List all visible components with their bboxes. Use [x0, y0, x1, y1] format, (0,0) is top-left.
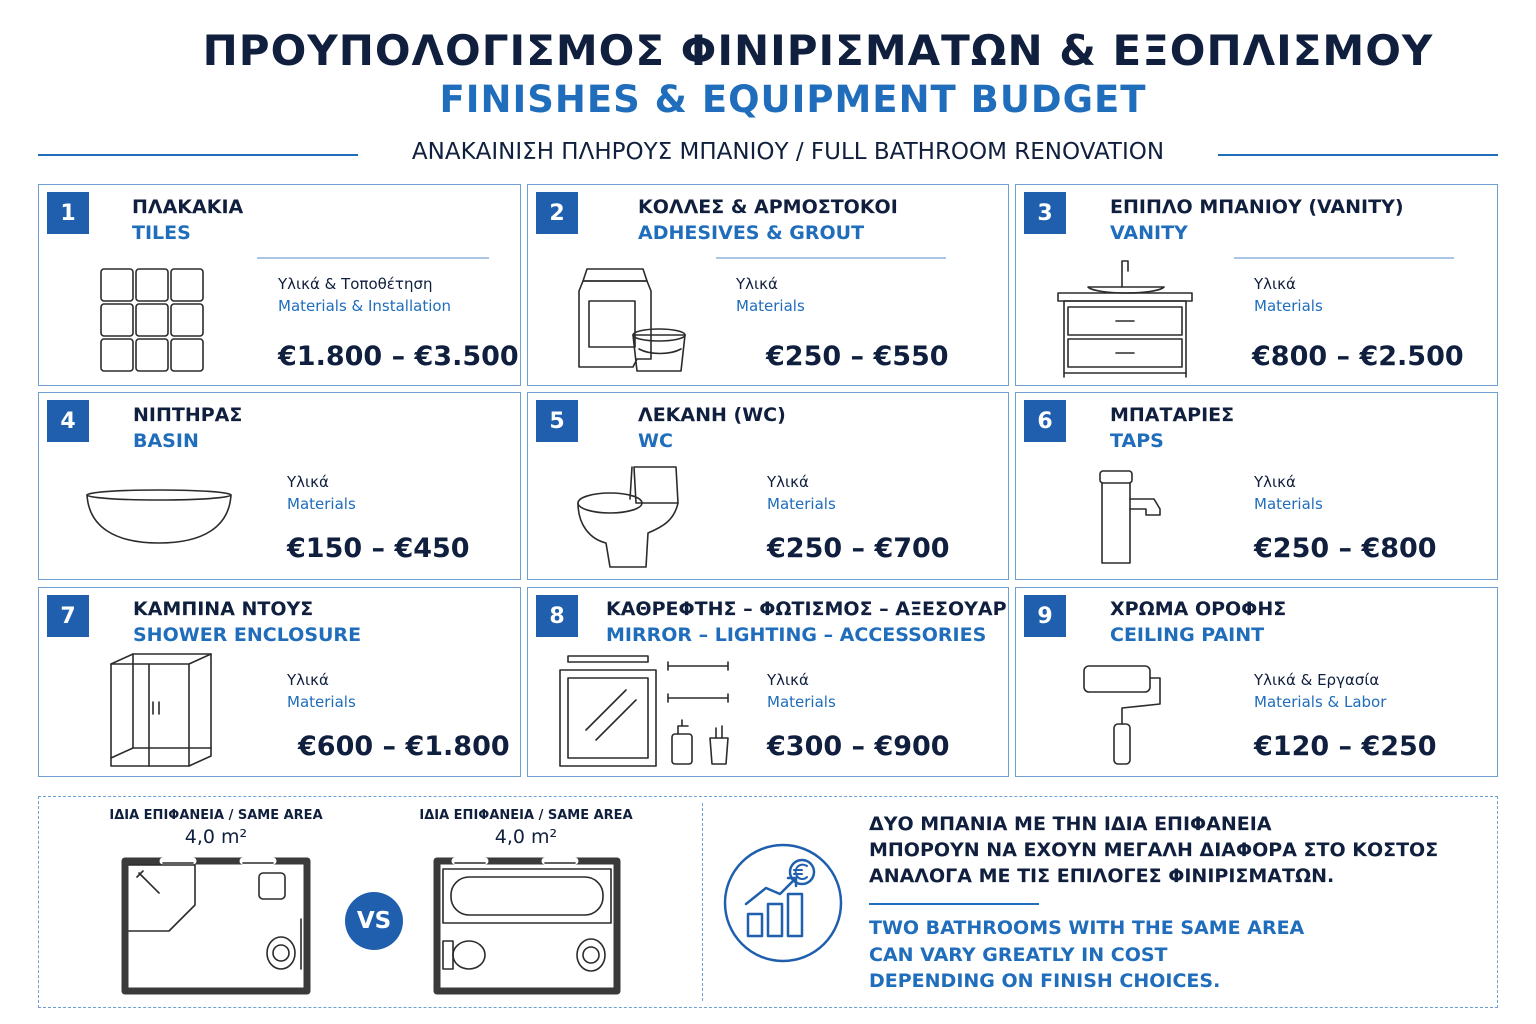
item-number: 4 — [47, 400, 89, 442]
item-name-greek: ΛΕΚΑΝΗ (WC) — [638, 404, 786, 426]
item-name-greek: ΚΑΜΠΙΝΑ ΝΤΟΥΣ — [133, 598, 314, 620]
item-label-english: Materials — [1254, 297, 1323, 315]
item-label-greek: Υλικά — [1254, 473, 1296, 491]
item-card-vanity — [1015, 184, 1498, 386]
item-label-greek: Υλικά — [736, 275, 778, 293]
item-name-greek: ΝΙΠΤΗΡΑΣ — [133, 404, 243, 426]
item-number: 9 — [1024, 595, 1066, 637]
tiles-icon — [99, 267, 207, 375]
item-name-english: TAPS — [1110, 430, 1164, 452]
item-name-english: TILES — [132, 222, 191, 244]
item-name-english: BASIN — [133, 430, 199, 452]
area-value-right: 4,0 m² — [494, 826, 558, 848]
item-name-greek: ΠΛΑΚΑΚΙΑ — [132, 196, 244, 218]
paint-roller-icon — [1082, 664, 1166, 768]
item-name-english: WC — [638, 430, 673, 452]
page-title-greek: ΠΡΟΥΠΟΛΟΓΙΣΜΟΣ ΦΙΝΙΡΙΣΜΑΤΩΝ & ΕΞΟΠΛΙΣΜΟΥ — [202, 26, 1434, 75]
item-card-shower-enclosure — [38, 587, 521, 777]
item-label-english: Materials — [736, 297, 805, 315]
comparison-panel — [38, 796, 1498, 1008]
item-label-english: Materials — [767, 693, 836, 711]
basin-icon — [85, 487, 235, 549]
item-name-greek: ΧΡΩΜΑ ΟΡΟΦΗΣ — [1110, 598, 1287, 620]
item-label-english: Materials & Labor — [1254, 693, 1387, 711]
item-number: 3 — [1024, 192, 1066, 234]
item-label-english: Materials — [1254, 495, 1323, 513]
item-name-english: VANITY — [1110, 222, 1188, 244]
note-greek-line-2: ΜΠΟΡΟΥΝ ΝΑ ΕΧΟΥΝ ΜΕΓΑΛΗ ΔΙΑΦΟΡΑ ΣΤΟ ΚΟΣΤΟΣ — [869, 839, 1439, 861]
mirror-accessories-icon — [556, 654, 736, 770]
vs-badge: VS — [345, 892, 403, 950]
item-card-mirror-lighting-accessories — [527, 587, 1009, 777]
item-label-greek: Υλικά & Τοποθέτηση — [278, 275, 433, 293]
item-label-english: Materials — [287, 693, 356, 711]
item-price: €1.800 – €3.500 — [278, 341, 519, 372]
item-label-greek: Υλικά — [767, 671, 809, 689]
item-number: 6 — [1024, 400, 1066, 442]
note-greek-line-1: ΔΥΟ ΜΠΑΝΙΑ ΜΕ ΤΗΝ ΙΔΙΑ ΕΠΙΦΑΝΕΙΑ — [869, 813, 1272, 835]
note-divider — [869, 903, 1039, 905]
vanity-icon — [1056, 257, 1196, 379]
item-name-greek: ΜΠΑΤΑΡΙΕΣ — [1110, 404, 1235, 426]
floor-plan-bathtub-icon — [435, 859, 619, 993]
adhesive-bag-icon — [575, 263, 690, 378]
cost-chart-euro-icon — [722, 842, 844, 964]
item-number: 7 — [47, 595, 89, 637]
item-label-english: Materials — [287, 495, 356, 513]
item-number: 2 — [536, 192, 578, 234]
item-price: €800 – €2.500 — [1252, 341, 1464, 372]
divider — [716, 257, 946, 259]
item-card-taps — [1015, 392, 1498, 580]
area-value-left: 4,0 m² — [184, 826, 248, 848]
item-number: 1 — [47, 192, 89, 234]
subtitle-rule-right — [1218, 154, 1498, 156]
note-english-line-1: TWO BATHROOMS WITH THE SAME AREA — [869, 917, 1305, 939]
item-price: €300 – €900 — [767, 731, 950, 762]
note-english-line-2: CAN VARY GREATLY IN COST — [869, 944, 1168, 966]
item-label-greek: Υλικά — [767, 473, 809, 491]
item-card-wc — [527, 392, 1009, 580]
item-name-english: MIRROR – LIGHTING – ACCESSORIES — [606, 624, 987, 646]
item-name-english: CEILING PAINT — [1110, 624, 1265, 646]
divider — [257, 257, 489, 259]
divider — [1234, 257, 1454, 259]
same-area-label-left: ΙΔΙΑ ΕΠΙΦΑΝΕΙΑ / SAME AREA — [109, 808, 323, 823]
same-area-label-right: ΙΔΙΑ ΕΠΙΦΑΝΕΙΑ / SAME AREA — [419, 808, 633, 823]
item-label-greek: Υλικά — [1254, 275, 1296, 293]
item-price: €150 – €450 — [287, 533, 470, 564]
page-title-english: FINISHES & EQUIPMENT BUDGET — [439, 78, 1147, 121]
item-price: €250 – €550 — [766, 341, 949, 372]
item-price: €600 – €1.800 — [298, 731, 510, 762]
item-label-greek: Υλικά — [287, 473, 329, 491]
item-label-english: Materials — [767, 495, 836, 513]
item-number: 8 — [536, 595, 578, 637]
item-number: 5 — [536, 400, 578, 442]
note-greek-line-3: ΑΝΑΛΟΓΑ ΜΕ ΤΙΣ ΕΠΙΛΟΓΕΣ ΦΙΝΙΡΙΣΜΑΤΩΝ. — [869, 865, 1335, 887]
item-label-english: Materials & Installation — [278, 297, 452, 315]
item-name-english: ADHESIVES & GROUT — [638, 222, 865, 244]
item-name-greek: ΕΠΙΠΛΟ ΜΠΑΝΙΟΥ (VANITY) — [1110, 196, 1404, 218]
item-price: €250 – €700 — [767, 533, 950, 564]
item-card-basin — [38, 392, 521, 580]
floor-plan-shower-icon — [123, 859, 309, 993]
item-price: €250 – €800 — [1254, 533, 1437, 564]
item-price: €120 – €250 — [1254, 731, 1437, 762]
note-english-line-3: DEPENDING ON FINISH CHOICES. — [869, 970, 1221, 992]
toilet-icon — [576, 463, 682, 571]
item-card-adhesives — [527, 184, 1009, 386]
item-label-greek: Υλικά — [287, 671, 329, 689]
item-name-greek: ΚΟΛΛΕΣ & ΑΡΜΟΣΤΟΚΟΙ — [638, 196, 898, 218]
item-label-greek: Υλικά & Εργασία — [1254, 671, 1380, 689]
item-card-ceiling-paint — [1015, 587, 1498, 777]
shower-enclosure-icon — [109, 652, 215, 768]
panel-divider — [702, 803, 703, 1001]
item-name-greek: ΚΑΘΡΕΦΤΗΣ – ΦΩΤΙΣΜΟΣ – ΑΞΕΣΟΥΑΡ — [606, 598, 1007, 620]
item-card-tiles — [38, 184, 521, 386]
subtitle: ΑΝΑΚΑΙΝΙΣΗ ΠΛΗΡΟΥΣ ΜΠΑΝΙΟΥ / FULL BATHROOM RENOVATION — [411, 139, 1165, 165]
tap-icon — [1096, 469, 1166, 567]
item-name-english: SHOWER ENCLOSURE — [133, 624, 362, 646]
